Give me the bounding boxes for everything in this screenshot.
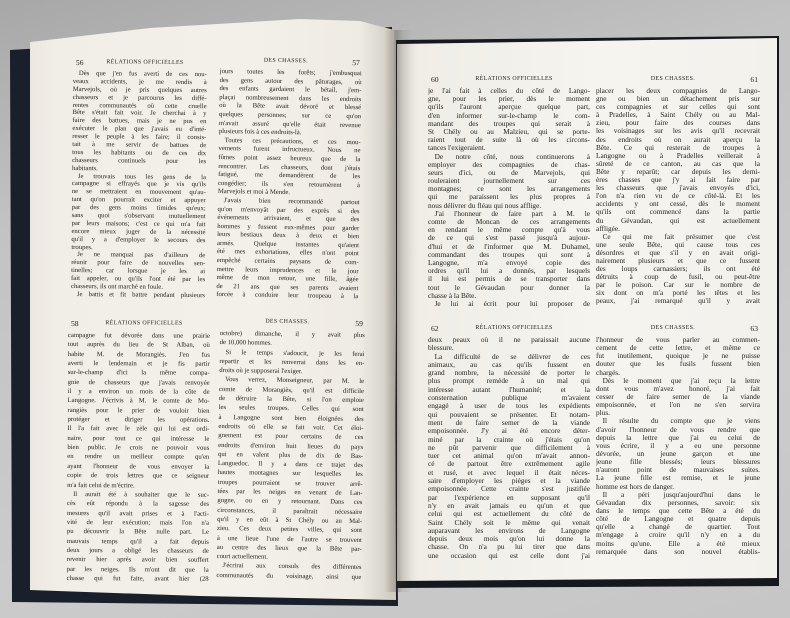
- text-line: leurs bestiaux deux à deux et bien: [217, 231, 360, 241]
- text-line: détruits à coup de fusil, ou peut-être: [596, 273, 760, 282]
- text-line: ne se mettraient en mouvement qu'au-: [71, 188, 206, 197]
- text-line: empoisonnée. J'y ai été encore déter-: [428, 427, 590, 436]
- running-title: DES CHASSES.: [650, 76, 696, 82]
- text-line: J'avais bien recommandé partout: [223, 196, 360, 207]
- text-line: ment de faire semer de la viande: [428, 418, 590, 427]
- page-57: [216, 55, 362, 302]
- text-line: habitants.: [71, 164, 98, 172]
- text-line: cé de partout être extrêmement agile: [428, 460, 590, 469]
- text-line: averti le lendemain et je fis partir: [67, 360, 210, 368]
- text-line: moins qu'une. Elle a été mieux: [596, 539, 760, 548]
- text-line: Il a péri jusqu'aujourd'hui dans le: [602, 490, 760, 499]
- text-line: l'on n'a rien vu de ce côté-là. Et les: [596, 192, 760, 201]
- text-line: qu'on m'envoyât par des exprès si des: [217, 205, 360, 215]
- text-line: resser le peuple à les faire; il consis-: [72, 133, 207, 142]
- text-line: cement de cette lettre, et même ce: [596, 344, 760, 353]
- text-line: raient tout de suite là où les circons-: [428, 136, 590, 145]
- text-line: tant qu'on pourrait exciter et appuyer: [71, 196, 206, 205]
- text-line: qui me paraissent les plus propres à: [428, 193, 590, 202]
- text-line: communautés du voisinage, ainsi que: [216, 571, 362, 581]
- text-line: gne, pour les prier, dès le moment: [428, 95, 590, 104]
- text-line: de 10,000 hommes.: [219, 339, 273, 348]
- text-line: deux peaux où il ne paraissait aucune: [428, 336, 590, 344]
- running-head: [596, 74, 760, 85]
- text-line: des loups carnassiers; ils ont été: [596, 265, 760, 274]
- page-61: [596, 74, 760, 306]
- text-line: les seules troupes. Celles qui sont: [218, 404, 364, 414]
- text-line: seurs d'ici, ou de Marvejols, qui: [428, 168, 590, 177]
- text-line: de ce qui s'est passé jusqu'à aujour-: [428, 234, 590, 243]
- text-line: été mes exhortations, elles n'ont point: [216, 248, 359, 258]
- text-line: Langogne, m'a envoyé copie des: [428, 258, 590, 267]
- text-line: deux jours a obligé les chasseurs de: [66, 546, 209, 555]
- text-line: nairement plusieurs et que ce fussent: [596, 256, 760, 265]
- text-line: Langogne. J'écrivis à M. le comte de Mo-: [67, 397, 210, 406]
- text-line: ces compagnies et sur celles qui sont: [596, 103, 760, 112]
- text-line: depuis deux mois qu'on lui donne la: [428, 535, 590, 544]
- text-line: une seule Bête, qui cause tous ces: [596, 240, 760, 249]
- text-line: copie de trois lettres que ce seigneur: [67, 472, 210, 480]
- text-line: mauvais temps qu'il a fait depuis: [66, 537, 209, 546]
- text-line: douter que les fusils fussent bien: [596, 360, 760, 369]
- page-56: [71, 57, 207, 300]
- page-number: 58: [70, 319, 79, 329]
- text-line: jeune fille blessés; leurs blessures: [596, 458, 760, 467]
- page-text: [428, 336, 590, 560]
- text-line: qu'elle a changé de quartier. Tout: [596, 523, 760, 532]
- text-line: plus prompt remède à un mal qui: [428, 377, 590, 386]
- text-line: qu'ils ont commencé dans la partie: [596, 208, 760, 217]
- text-line: Marvejols et moi à Mende.: [217, 188, 291, 197]
- text-line: vous écrire, il y a eu une personne: [596, 441, 760, 450]
- text-line: tinelles; car lorsque je les ai: [71, 267, 206, 276]
- text-line: par l'expérience en supposant qu'il: [428, 493, 590, 502]
- text-line: d'avoir l'honneur de vous rendre que: [596, 425, 760, 434]
- text-line: sûreté de ce canton, au cas que la: [596, 159, 760, 168]
- text-line: tous les habitants ou de ces dix: [72, 148, 207, 158]
- text-line: fait appeler, ou qu'ils l'ont été par les: [71, 275, 206, 284]
- text-line: gogne, ou en y retournant. Dans ces: [217, 497, 363, 507]
- text-line: armés. Quelque instantes qu'aient: [216, 239, 360, 250]
- text-line: de détruire la Bête, si l'on emploie: [218, 395, 364, 405]
- text-line: qui en valent plus de dix de Bas-: [218, 450, 364, 460]
- text-line: sans quoi s'observant mutuellement: [71, 212, 206, 221]
- text-line: d'hui et de l'informer que M. Duhamel,: [428, 242, 590, 251]
- text-line: troupes pourraient se trouver arrê-: [217, 478, 363, 488]
- page-number: 63: [750, 324, 758, 333]
- text-line: endroits d'environ huit lieues du pays: [218, 441, 364, 451]
- text-line: dévorée, un jeune garçon et une: [596, 449, 760, 458]
- text-line: m'engage à croire qu'il n'y en a du: [596, 531, 760, 540]
- text-line: ayant l'honneur de vous envoyer la: [67, 462, 210, 471]
- text-line: il lui est permis de se transporter dans: [428, 275, 590, 284]
- running-title: DES CHASSES.: [265, 318, 310, 326]
- text-line: plaçai nombreusement dans les endroits: [219, 93, 362, 104]
- text-line: dont vous m'avez honoré, j'ai fait: [596, 384, 760, 393]
- text-line: Je battis et fit battre pendant plusieurs: [76, 290, 205, 300]
- text-line: saire d'employer les pièges et la viande: [428, 477, 590, 486]
- text-line: zieu. Ces deux petites villes, qui sont: [216, 525, 363, 535]
- text-line: animaux, au cas qu'ils fussent en: [428, 360, 590, 369]
- text-line: Je ne manquai pas d'ailleurs de: [77, 251, 206, 260]
- text-line: auparavant les environs de Langogne: [428, 526, 590, 535]
- text-line: n'auront point de mauvaises suites.: [596, 466, 760, 475]
- text-line: à une lieue l'une de l'autre se trouvent: [216, 534, 362, 544]
- running-title: RÉLATIONS OFFICIELLES: [106, 59, 184, 66]
- text-line: commandant des troupes qui sont à: [428, 250, 590, 259]
- text-line: qui pouvaient se présenter. Et notam-: [428, 410, 590, 419]
- text-line: les chasseurs que j'avais envoyés d'ici,: [596, 184, 760, 193]
- text-line: ne pût parvenir que difficilement à: [428, 443, 590, 452]
- running-title: RÉLATIONS OFFICIELLES: [105, 320, 183, 327]
- running-title: DES CHASSES.: [263, 57, 309, 65]
- text-line: dans le temps que cette Bête a été du: [596, 506, 760, 515]
- text-line: plusieurs fois à ces endroits-là.: [218, 128, 302, 137]
- text-line: affligée.: [596, 224, 620, 233]
- text-line: chasseurs continuels pour les: [72, 156, 207, 165]
- text-line: de 21 ans que ses parents avaient: [216, 282, 359, 293]
- page-58: [67, 318, 210, 584]
- page-number: 61: [750, 75, 758, 84]
- text-line: grand nombre, la nécessité de porter le: [428, 369, 590, 378]
- text-line: cesser de faire semer de la viande: [596, 392, 760, 401]
- text-line: remarquée dans son nouvel établis-: [596, 547, 760, 556]
- text-line: homme est hors de danger.: [596, 482, 675, 491]
- text-line: placer les deux compagnies de Lango-: [596, 87, 760, 95]
- text-line: six dont on m'a porté les têtes et les: [596, 289, 760, 298]
- running-head: [428, 323, 590, 334]
- text-line: De notre côté, nous continuerons à: [434, 152, 590, 161]
- text-line: par le poison. Car sur le nombre de: [596, 281, 760, 290]
- text-line: m'avait assuré qu'elle était revenue: [218, 119, 361, 129]
- text-line: hautes montagnes sur lesquelles les: [217, 469, 363, 479]
- text-line: qu'il y en eût à St Chély ou au Mal-: [217, 515, 363, 525]
- text-line: encore mieux juger de la nécessité: [71, 227, 206, 236]
- text-line: circonstances, il paraîtrait nécessaire: [217, 506, 363, 516]
- text-line: côté de Langogne et quatre depuis: [596, 515, 760, 524]
- text-line: quelques personnes; sur ce qu'on: [219, 110, 362, 121]
- text-line: tuer cet animal qu'on m'avait annon-: [428, 452, 590, 461]
- text-line: Toutes ces précautions, et ces mou-: [224, 136, 361, 146]
- text-line: chasse qui fut faite, avant hier (28: [66, 574, 209, 583]
- page-text: [596, 87, 760, 306]
- text-line: je l'ai fait à celles du côté de Lango-: [428, 87, 590, 95]
- text-line: comte de Moncan de ces arrangements: [428, 218, 590, 226]
- text-line: comte de Morangiès, qu'il est difficile: [218, 385, 365, 395]
- running-title: RÉLATIONS OFFICIELLES: [475, 325, 553, 331]
- text-line: La difficulté de se délivrer de ces: [434, 352, 590, 361]
- text-line: campagne si effrayés que je vis qu'ils: [71, 180, 206, 189]
- text-line: empêché certains paysans de com-: [216, 257, 359, 267]
- text-line: congédier; ils s'en retournèrent à: [217, 179, 361, 189]
- text-line: Vous verrez, Monseigneur, par M. le: [225, 376, 365, 386]
- text-line: Dès que j'en fus averti de ces nou-: [78, 70, 207, 79]
- text-line: mandant des troupes qui serait à: [428, 119, 590, 128]
- text-line: par leurs maisons; c'est ce qui m'a fait: [71, 219, 206, 229]
- text-line: réunir pour faire de nouvelles sen-: [71, 259, 206, 268]
- text-line: troupes.: [71, 243, 93, 251]
- text-line: gnement est pour certains de ces: [218, 432, 364, 442]
- text-line: court actuellement.: [216, 553, 268, 561]
- text-line: hommes y fussent eux-mêmes pour garder: [217, 222, 360, 232]
- text-line: et rusé, et avec lequel il était néces-: [428, 468, 590, 477]
- text-line: depuis la lettre que j'ai eu celui de: [596, 433, 760, 442]
- text-line: miné par la crainte où j'étais qu'on: [428, 435, 590, 444]
- page-60: [428, 74, 590, 308]
- text-line: tées par les neiges en venant de Lan-: [217, 488, 363, 498]
- text-line: chasse. On n'a pu lui tirer que dans: [428, 543, 590, 552]
- text-line: Il résulte du compte que je viens: [602, 417, 760, 426]
- text-line: où la Bête avait dévoré et blessé: [219, 102, 362, 112]
- text-line: accidents y ont cessé, dès le moment: [596, 200, 760, 209]
- text-line: forcée à conduire leur troupeau à la: [216, 291, 359, 301]
- text-line: Il aurait été à souhaiter que le suc-: [73, 490, 210, 499]
- text-line: Je lui ai écrit pour lui proposer de: [434, 299, 590, 308]
- text-line: vements furent infructueux. Nous ne: [218, 145, 361, 155]
- page-number: 60: [431, 75, 439, 84]
- text-line: par des gens moins timides qu'eux;: [71, 204, 206, 213]
- text-line: des gens autour des pâturages, où: [219, 76, 362, 86]
- text-line: La jeune fille est remise, et le jeune: [596, 474, 760, 483]
- text-line: du Gévaudan, qui est actuellement: [596, 216, 760, 225]
- text-line: Bête y reparût; car depuis les derni-: [596, 167, 760, 176]
- text-line: des enfants gardaient le bétail, j'em-: [219, 85, 362, 95]
- text-line: nous délivrer du fléau qui nous afflige.: [428, 201, 542, 210]
- text-line: revenir hier après avoir bien souffert: [66, 556, 209, 564]
- text-line: octobre) dimanche, il y avait plus: [219, 329, 365, 340]
- text-line: repartir et les renverrai dans les en-: [219, 357, 365, 367]
- text-line: Languedoc. Il y a dans ce trajet des: [217, 460, 363, 470]
- text-line: rouleraient journellement sur ces: [428, 177, 590, 186]
- text-line: chargés.: [596, 368, 620, 377]
- text-line: Bête. Ce qui resterait de troupes à: [596, 143, 760, 152]
- page-number: 57: [352, 58, 360, 68]
- text-line: gnie de chasseurs que j'avais renvoyée: [67, 378, 210, 387]
- text-line: Langogne ou à Pradelles veillerait à: [596, 151, 760, 160]
- text-line: faire des battues, mais je ne pus en: [72, 117, 207, 126]
- text-line: exécuter le plan que j'avais eu d'inté-: [72, 125, 207, 134]
- spine-shadow: [384, 30, 412, 592]
- text-line: engagé à user de tous les expédients: [428, 402, 590, 411]
- page-59: [216, 316, 365, 582]
- text-line: droits où je supposerai l'exiger.: [219, 367, 303, 376]
- text-line: veaux accidents, je me rendis à: [72, 77, 207, 87]
- text-line: cès eût répondu à la sagesse des: [67, 500, 210, 508]
- text-line: à Langogne sont bien éloignées des: [218, 413, 364, 423]
- text-line: événements arrivaient, et que des: [217, 214, 360, 224]
- text-line: fatigué, me demandèrent de les: [218, 171, 361, 181]
- text-line: plus.: [596, 409, 610, 418]
- text-line: sur-le-champ d'ici la même compa-: [67, 369, 210, 378]
- text-line: blessure.: [428, 344, 454, 353]
- text-line: celui qui est actuellement du côté de: [428, 510, 590, 519]
- page-text: [67, 331, 210, 584]
- text-line: chasse à la Bête.: [428, 291, 477, 300]
- text-line: protéger et diriger les opérations.: [67, 416, 210, 424]
- text-line: Gévaudan dix personnes, savoir: six: [596, 498, 760, 507]
- text-line: tout le Gévaudan pour donner la: [428, 283, 590, 292]
- text-line: jours toutes les forêts; j'embusquai: [219, 67, 362, 78]
- running-title: RÉLATIONS OFFICIELLES: [475, 76, 553, 82]
- text-line: tances l'exigeraient.: [428, 144, 486, 153]
- text-line: désordres et que s'il y en avait origi-: [596, 248, 760, 257]
- page-number: 62: [431, 324, 439, 333]
- text-line: rencontrer. Les chasseurs, dont j'étais: [218, 162, 361, 172]
- text-line: gne ou bien un détachement pris sur: [596, 95, 760, 104]
- running-head: [73, 57, 207, 69]
- text-line: fûmes point assez heureux que de la: [218, 153, 361, 164]
- text-line: habite M. de Morangiès. J'en fus: [67, 350, 210, 359]
- page-62: [428, 323, 590, 560]
- page-text: [216, 329, 364, 582]
- text-line: Marvejols, où je pris quelques autres: [72, 85, 207, 94]
- text-line: ordres qu'il lui a donnés, par lesquels: [428, 267, 590, 276]
- text-line: n'y en avait jamais eu qu'un et que: [428, 501, 590, 510]
- text-line: empoisonnée. Cette crainte s'est justifiée: [428, 485, 590, 494]
- page-text: [596, 336, 760, 556]
- text-line: mesures qu'il avait prises et à l'acti-: [66, 509, 209, 518]
- text-line: employer des compagnies de chas-: [428, 160, 590, 169]
- text-line: rangiès pour le prier de vouloir bien: [67, 406, 210, 415]
- text-line: par les neiges. Ils m'ont dit que la: [66, 565, 209, 574]
- text-line: J'ai l'honneur de faire part à M. le: [434, 209, 590, 218]
- text-line: des endroits où on aurait aperçu la: [596, 135, 760, 144]
- text-line: St Chély ou au Malzieu, qui se porte-: [428, 127, 590, 136]
- running-head: [596, 323, 760, 334]
- text-line: Si le temps s'adoucit, je les ferai: [225, 348, 365, 358]
- text-line: Je trouvais tous les gens de la: [77, 172, 206, 181]
- text-line: tait à me servir de battues de: [72, 141, 207, 150]
- text-line: naire, pour tout ce qui intéresse le: [67, 434, 210, 443]
- running-head: [220, 55, 362, 68]
- text-line: montagnes; ce sont les arrangements: [428, 185, 590, 194]
- text-line: empoisonnée, et l'on ne s'en servira: [596, 401, 760, 410]
- text-line: même de mon retour, une fille, âgée: [216, 274, 359, 284]
- text-line: Saint Chély soit le même qui venait: [428, 518, 590, 527]
- running-title: DES CHASSES.: [650, 325, 696, 331]
- text-line: pu découvrir la Bête nulle part. Le: [66, 528, 209, 536]
- text-line: m'a fait celui de m'écrire.: [67, 481, 135, 489]
- page-text: [216, 68, 362, 302]
- page-number: 56: [75, 58, 84, 68]
- text-line: bien public. Je crois ne pouvoir vous: [67, 444, 210, 452]
- text-line: qu'il y a d'employer le secours des: [71, 235, 206, 244]
- text-line: au centre des lieux que la Bête par-: [216, 543, 362, 553]
- text-line: vité de leur exécution; mais l'on n'a: [66, 518, 209, 527]
- text-line: Dès le moment que j'ai reçu la lettre: [602, 376, 760, 385]
- text-line: une occasion qui est celle dont j'ai: [428, 551, 590, 560]
- text-line: peaux, j'ai remarqué qu'il y avait: [596, 297, 760, 306]
- text-line: intéresse autant l'humanité; et la: [428, 385, 590, 394]
- text-line: Bête s'était fait voir. Je cherchai à y: [72, 109, 207, 118]
- text-line: chasseurs et je parcourus les diffé-: [72, 93, 207, 102]
- page-63: [596, 323, 760, 556]
- text-line: mettre leurs imprudences et le jour: [216, 265, 359, 275]
- text-line: qu'ils l'auront aperçue quelque part,: [428, 103, 590, 112]
- text-line: rentes communautés où cette cruelle: [72, 101, 207, 110]
- page-text: [71, 70, 207, 300]
- page-text: [428, 87, 590, 308]
- text-line: fut inutilement, quoique je ne puisse: [596, 352, 760, 361]
- text-line: à Pradelles, à Saint Chély ou au Mal-: [596, 111, 760, 120]
- text-line: campagne fut dévorée dans une prairie: [67, 331, 210, 340]
- text-line: tout auprès du lieu de St Alban, où: [67, 341, 210, 350]
- text-line: l'honneur de vous parler au commen-: [596, 336, 760, 344]
- text-line: en rendre un meilleur compte qu'en: [67, 453, 210, 462]
- running-head: [68, 318, 210, 330]
- page-number: 59: [355, 318, 363, 328]
- text-line: d'en informer sur-le-champ le com-: [428, 111, 590, 120]
- text-line: en rendant le même compte qu'à vous: [428, 226, 590, 235]
- text-line: zieu, pour faire des courses dans: [596, 119, 760, 128]
- text-line: ères chasses que j'y ai fait faire par: [596, 176, 760, 185]
- text-line: Il l'a fait avec le zèle qui lui est ordi-: [67, 425, 210, 434]
- text-line: il y a environ un mois de la côte de: [67, 388, 210, 396]
- running-head: [220, 316, 365, 329]
- running-head: [428, 74, 590, 85]
- text-line: Ce qui me fait présumer que c'est: [602, 232, 760, 241]
- text-line: J'écrirai aux consuls des différentes: [222, 562, 362, 572]
- text-line: endroits où elle se fait voir. Cet éloi-: [218, 422, 364, 432]
- text-line: les voisinages sur les avis qu'il recevrait: [596, 127, 760, 136]
- text-line: chasseurs, ils ont marché en foule.: [70, 283, 163, 291]
- text-line: consternation publique m'avaient: [428, 394, 590, 403]
